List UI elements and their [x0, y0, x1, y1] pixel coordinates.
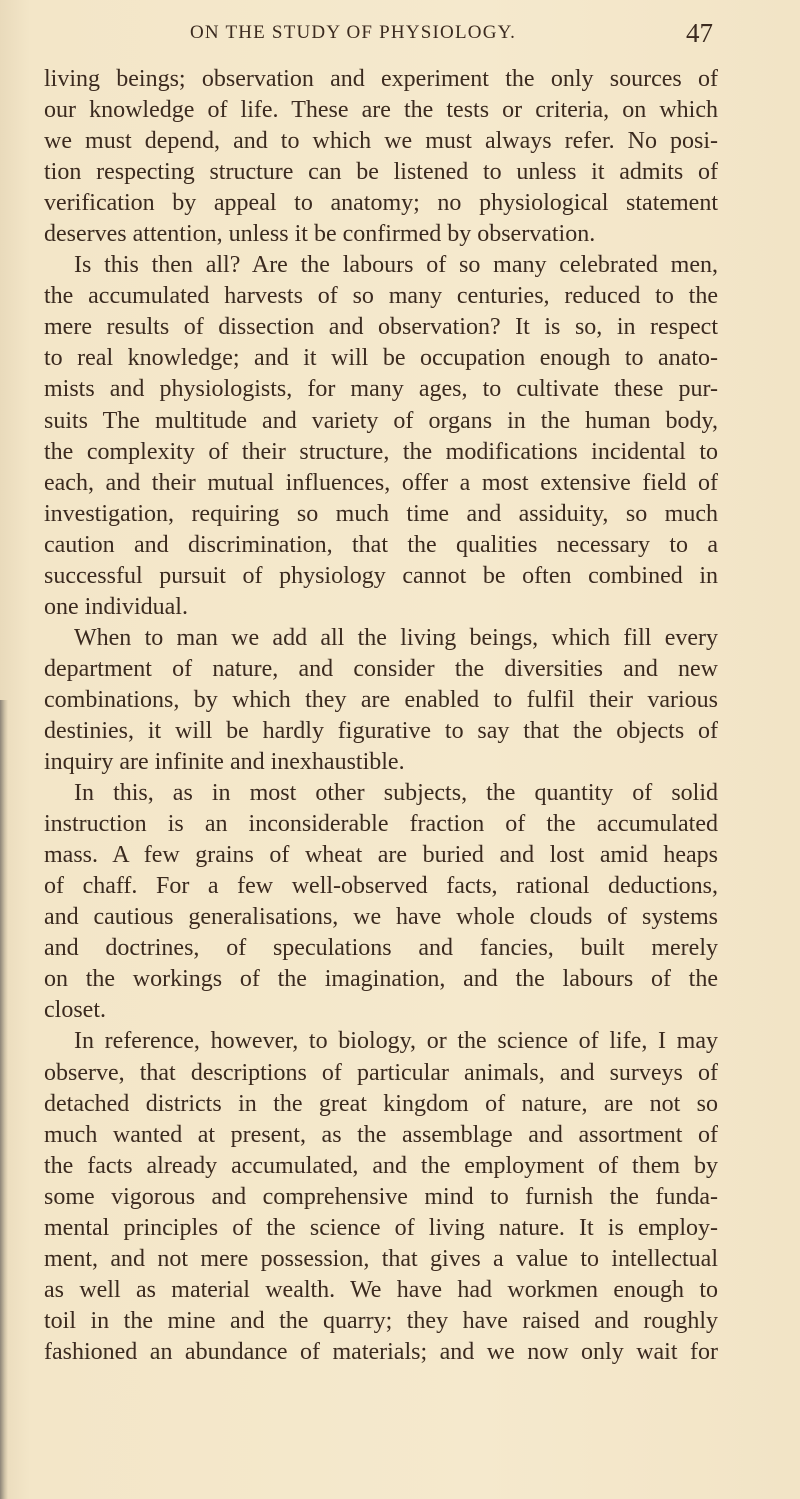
text-line: and doctrines, of speculations and fancies, built merely: [44, 935, 718, 962]
text-line: verification by appeal to anatomy; no physiological statement: [44, 190, 718, 217]
text-line: the complexity of their structure, the modifications incidental to: [44, 438, 718, 465]
text-line: on the workings of the imagination, and the labours of the: [44, 966, 718, 993]
running-title: ON THE STUDY OF PHYSIOLOGY.: [190, 22, 517, 43]
text-line: observe, that descriptions of particular animals, and surveys of: [44, 1059, 718, 1086]
text-line: detached districts in the great kingdom of nature, are not so: [44, 1090, 718, 1117]
text-line: one individual.: [44, 593, 188, 620]
text-line: inquiry are infinite and inexhaustible.: [44, 749, 405, 776]
text-line: living beings; observation and experiment the only sources of: [44, 66, 718, 92]
text-line: suits The multitude and variety of organs in the human body,: [44, 407, 718, 434]
text-line: combinations, by which they are enabled to fulfil their various: [44, 686, 718, 713]
text-line: mere results of dissection and observation? It is so, in respect: [44, 314, 718, 341]
text-line: deserves attention, unless it be confirmed by observation.: [44, 221, 596, 248]
text-line: toil in the mine and the quarry; they have raised and roughly: [44, 1307, 718, 1334]
text-line: ment, and not mere possession, that gives a value to intellectual: [44, 1245, 718, 1272]
text-line: investigation, requiring so much time and assiduity, so much: [44, 500, 718, 527]
page-number: 47: [686, 18, 713, 48]
text-line: of chaff. For a few well-observed facts, rational deductions,: [44, 873, 718, 900]
text-line: destinies, it will be hardly figurative to say that the objects of: [44, 717, 718, 744]
text-line: our knowledge of life. These are the tests or criteria, on which: [44, 97, 718, 124]
text-line: some vigorous and comprehensive mind to furnish the funda-: [44, 1183, 718, 1210]
text-line: In reference, however, to biology, or the science of life, I may: [74, 1028, 718, 1055]
text-line: instruction is an inconsiderable fraction of the accumulated: [44, 811, 718, 838]
text-line: In this, as in most other subjects, the quantity of solid: [74, 780, 718, 807]
text-line: tion respecting structure can be listened to unless it admits of: [44, 159, 718, 186]
text-line: mental principles of the science of living nature. It is employ-: [44, 1214, 718, 1241]
text-line: the accumulated harvests of so many centuries, reduced to the: [44, 283, 718, 310]
page-edge-shadow: [0, 700, 8, 1499]
text-line: the facts already accumulated, and the employment of them by: [44, 1152, 718, 1179]
text-line: each, and their mutual influences, offer a most extensive field of: [44, 469, 718, 496]
text-line: fashioned an abundance of materials; and we now only wait for: [44, 1338, 718, 1365]
text-line: department of nature, and consider the diversities and new: [44, 655, 718, 682]
text-line: mists and physiologists, for many ages, to cultivate these pur-: [44, 376, 718, 403]
text-line: Is this then all? Are the labours of so many celebrated men,: [74, 252, 718, 279]
text-line: we must depend, and to which we must always refer. No posi-: [44, 128, 718, 155]
text-line: to real knowledge; and it will be occupation enough to anato-: [44, 345, 718, 372]
text-line: as well as material wealth. We have had workmen enough to: [44, 1276, 718, 1303]
text-line: mass. A few grains of wheat are buried and lost amid heaps: [44, 842, 718, 869]
text-line: When to man we add all the living beings, which fill every: [74, 624, 718, 651]
text-line: closet.: [44, 997, 106, 1024]
text-line: caution and discrimination, that the qualities necessary to a: [44, 531, 718, 558]
text-line: and cautious generalisations, we have whole clouds of systems: [44, 904, 718, 931]
text-line: successful pursuit of physiology cannot be often combined in: [44, 562, 718, 589]
text-line: much wanted at present, as the assemblage and assortment of: [44, 1121, 718, 1148]
body-text: [44, 64, 718, 1368]
page-header: [0, 18, 800, 48]
